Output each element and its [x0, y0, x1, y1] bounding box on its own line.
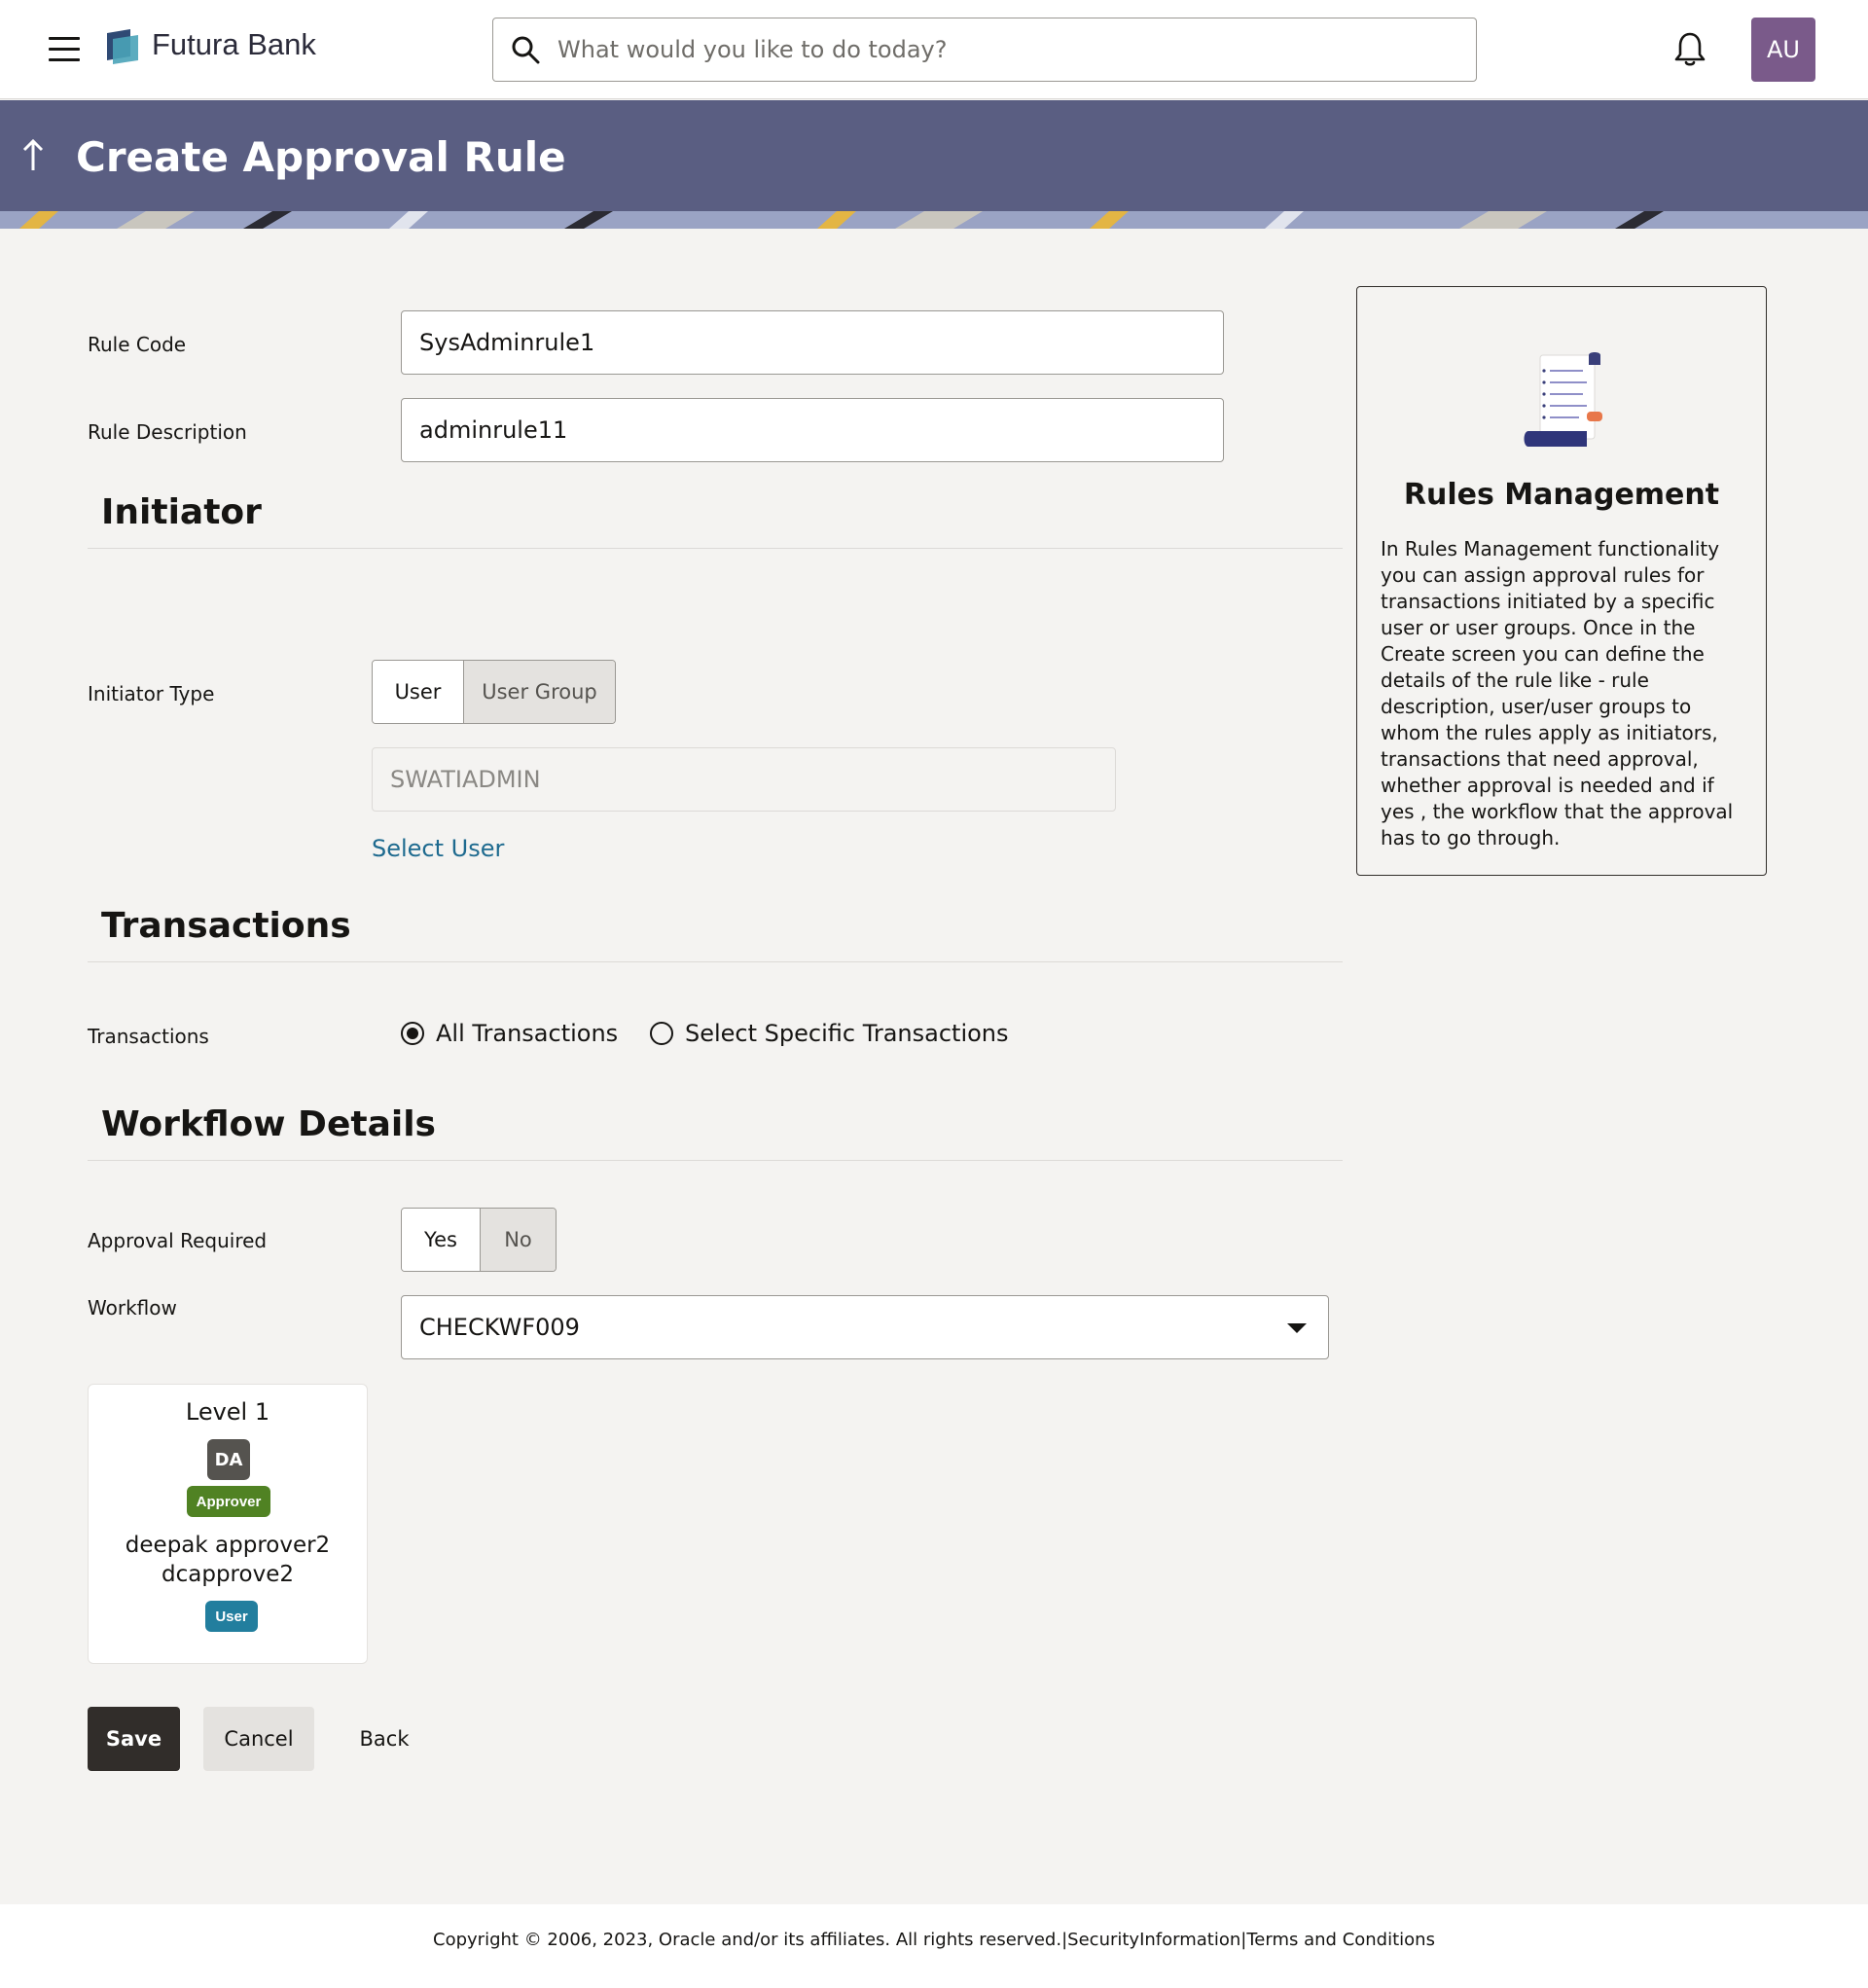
initiator-type-label: Initiator Type [88, 682, 215, 705]
user-avatar[interactable] [1751, 18, 1815, 82]
search-icon [511, 35, 540, 64]
footer-separator: | [1240, 1930, 1247, 1950]
workflow-level-card [88, 1384, 368, 1664]
radio-selected-icon [401, 1022, 424, 1045]
rule-code-label: Rule Code [88, 333, 187, 356]
terms-and-conditions-link[interactable]: Terms and Conditions [1246, 1930, 1435, 1950]
rule-description-label: Rule Description [88, 420, 247, 444]
arrow-up-icon[interactable] [19, 137, 47, 174]
search-input[interactable] [557, 30, 1453, 69]
transactions-section-title: Transactions [101, 906, 351, 946]
avatar-initials: AU [1767, 36, 1800, 63]
brand-name[interactable]: Futura Bank [152, 27, 316, 61]
section-divider [88, 548, 1343, 549]
approval-required-label: Approval Required [88, 1229, 268, 1252]
section-divider [88, 961, 1343, 962]
radio-specific-transactions-label: Select Specific Transactions [685, 1020, 1009, 1047]
approval-required-toggle [401, 1208, 557, 1272]
chevron-down-icon [1287, 1323, 1307, 1333]
selected-user-field: SWATIADMIN [372, 747, 1116, 812]
approver-type-badge: User [205, 1601, 258, 1632]
initiator-type-user-button[interactable]: User [373, 661, 463, 723]
workflow-selected-value: CHECKWF009 [419, 1314, 580, 1341]
transactions-label: Transactions [88, 1025, 209, 1048]
radio-select-specific-transactions[interactable] [650, 1020, 1009, 1047]
page-title: Create Approval Rule [76, 133, 566, 181]
approval-yes-button[interactable]: Yes [402, 1209, 480, 1271]
footer-copyright: Copyright © 2006, 2023, Oracle and/or its affiliates. All rights reserved. [433, 1930, 1062, 1950]
help-text: In Rules Management functionality you can assign approval rules for transactions initiated by a specific user or user groups. Once in the Create screen you can define the details of the rule like - rule description, user/user groups to whom the rules apply as initiators, transactions that need approval, whether approval is needed and if yes , the workflow that the approval has to go through. [1381, 537, 1734, 849]
workflow-label: Workflow [88, 1296, 177, 1319]
footer-separator: | [1061, 1930, 1068, 1950]
approver-role-badge: Approver [187, 1486, 270, 1517]
approver-name [89, 1531, 367, 1589]
rule-description-input[interactable]: adminrule11 [401, 398, 1224, 462]
radio-unselected-icon [650, 1022, 673, 1045]
menu-icon[interactable] [49, 37, 80, 62]
select-user-link[interactable]: Select User [372, 835, 505, 862]
initiator-section-title: Initiator [101, 492, 262, 532]
top-bar [0, 0, 1868, 99]
help-title: Rules Management [1403, 478, 1720, 512]
back-button[interactable]: Back [359, 1727, 410, 1751]
radio-all-transactions-label: All Transactions [436, 1020, 619, 1047]
cancel-button[interactable]: Cancel [203, 1707, 314, 1771]
section-divider [88, 1160, 1343, 1161]
level-title: Level 1 [185, 1398, 270, 1426]
help-panel [1356, 286, 1767, 876]
rule-code-input[interactable]: SysAdminrule1 [401, 310, 1224, 375]
initiator-type-toggle [372, 660, 616, 724]
footer [0, 1904, 1868, 1988]
rules-document-icon [1519, 351, 1606, 451]
bank-logo-icon [105, 27, 140, 64]
initiator-type-user-group-button[interactable]: User Group [463, 661, 615, 723]
page-banner [0, 100, 1868, 229]
save-button[interactable]: Save [88, 1707, 180, 1771]
approver-name-line1: deepak approver2 [125, 1533, 331, 1558]
approver-initials-avatar: DA [207, 1439, 250, 1480]
search-bar[interactable] [492, 18, 1477, 82]
workflow-section-title: Workflow Details [101, 1104, 436, 1144]
security-information-link[interactable]: SecurityInformation [1067, 1930, 1241, 1950]
radio-all-transactions[interactable] [401, 1020, 618, 1047]
approver-name-line2: dcapprove2 [162, 1562, 294, 1587]
approval-no-button[interactable]: No [480, 1209, 556, 1271]
banner-pattern [0, 211, 1868, 229]
notification-bell-icon[interactable] [1673, 31, 1706, 68]
workflow-select[interactable] [401, 1295, 1329, 1359]
